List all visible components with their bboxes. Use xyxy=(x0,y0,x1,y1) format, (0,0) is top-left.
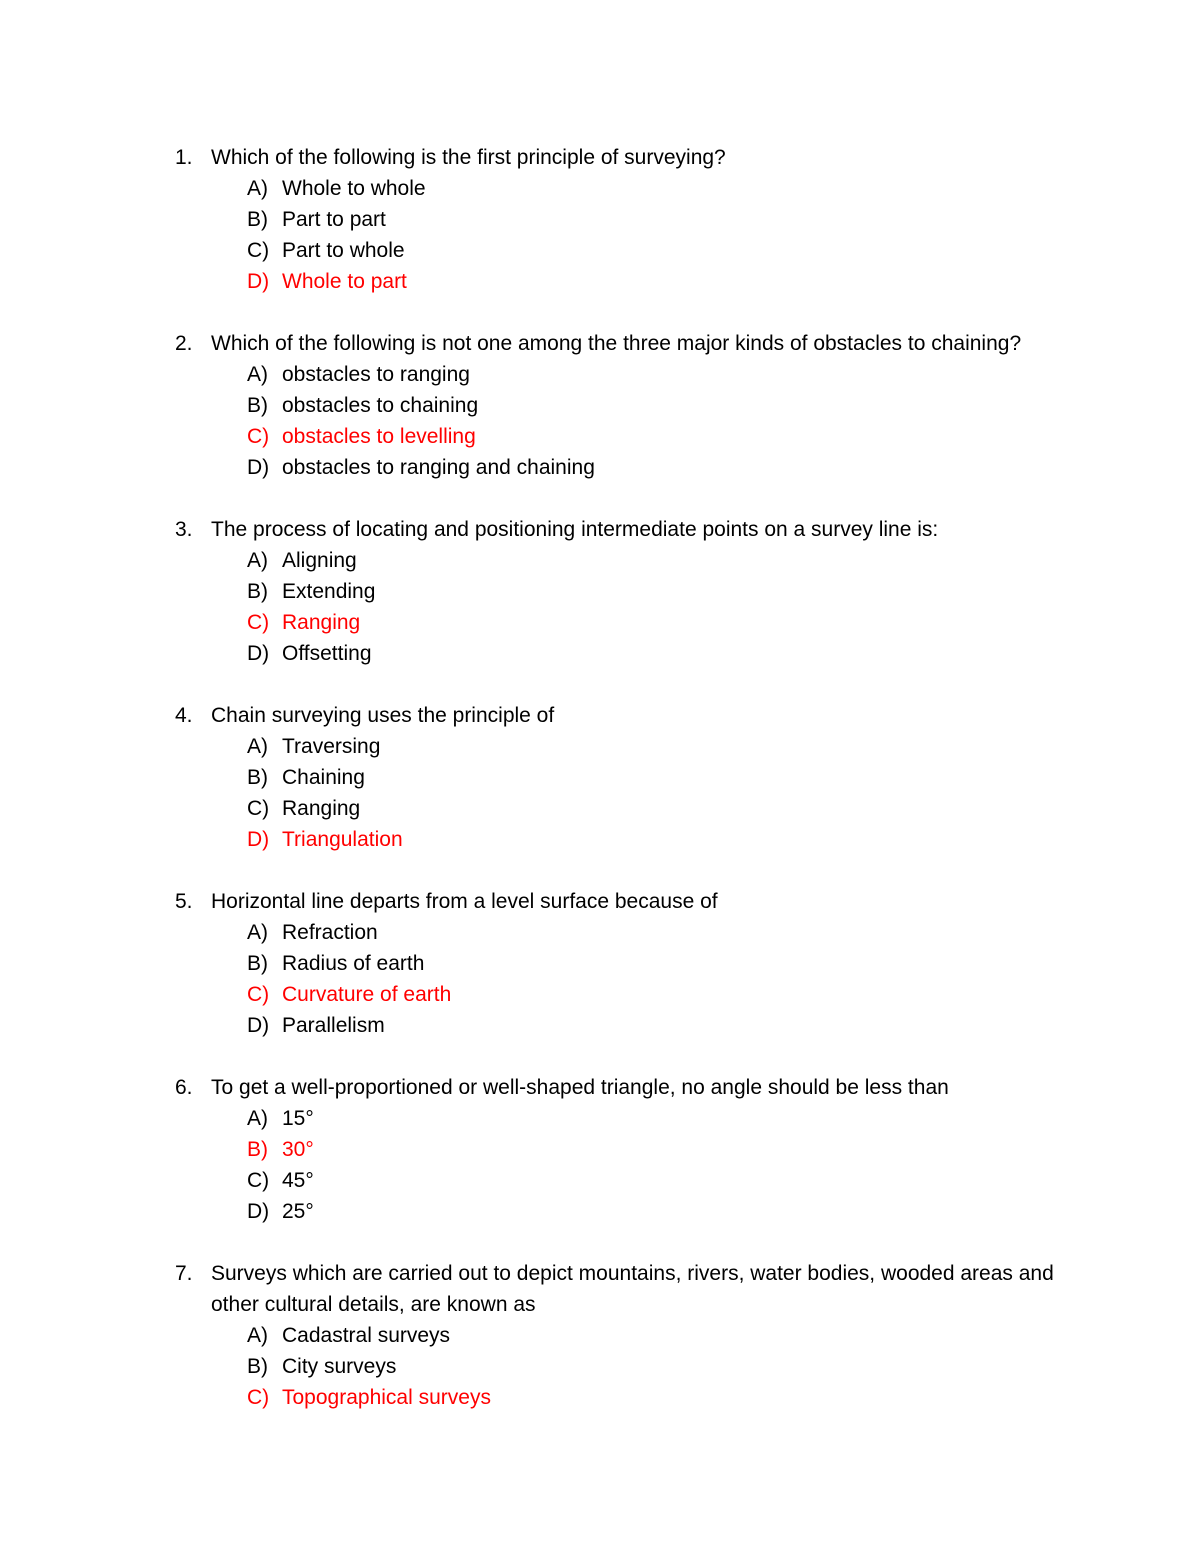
option-text: Extending xyxy=(282,580,376,603)
option-text: 25° xyxy=(282,1200,314,1223)
option-text: Triangulation xyxy=(282,828,403,851)
question-stem xyxy=(175,328,1065,359)
option-letter: B) xyxy=(247,952,268,975)
question-1 xyxy=(175,142,1065,297)
option-text: Refraction xyxy=(282,921,378,944)
option-list xyxy=(175,1320,1065,1413)
question-stem xyxy=(175,1258,1065,1320)
option-letter: D) xyxy=(247,1200,270,1223)
option-c xyxy=(175,793,1065,824)
option-text: obstacles to levelling xyxy=(282,425,476,448)
question-number: 5. xyxy=(175,890,193,913)
option-text: obstacles to ranging xyxy=(282,363,470,386)
question-list xyxy=(175,142,1065,1444)
option-c xyxy=(175,1165,1065,1196)
option-letter: C) xyxy=(247,239,270,262)
option-b xyxy=(175,762,1065,793)
option-letter: A) xyxy=(247,177,268,200)
option-letter: D) xyxy=(247,270,270,293)
question-6 xyxy=(175,1072,1065,1227)
option-text: Ranging xyxy=(282,611,361,634)
option-d xyxy=(175,1196,1065,1227)
question-7 xyxy=(175,1258,1065,1413)
option-list xyxy=(175,731,1065,855)
option-letter: A) xyxy=(247,735,268,758)
option-text: Ranging xyxy=(282,797,361,820)
option-letter: C) xyxy=(247,1169,270,1192)
question-stem xyxy=(175,1072,1065,1103)
option-text: 15° xyxy=(282,1107,314,1130)
option-letter: A) xyxy=(247,1324,268,1347)
question-text: Chain surveying uses the principle of xyxy=(211,704,555,727)
option-text: 45° xyxy=(282,1169,314,1192)
option-b xyxy=(175,204,1065,235)
question-text: To get a well-proportioned or well-shaped triangle, no angle should be less than xyxy=(211,1076,949,1099)
option-c xyxy=(175,421,1065,452)
question-number: 4. xyxy=(175,704,193,727)
question-number: 6. xyxy=(175,1076,193,1099)
option-text: obstacles to chaining xyxy=(282,394,479,417)
option-text: Offsetting xyxy=(282,642,372,665)
option-c xyxy=(175,607,1065,638)
question-number: 2. xyxy=(175,332,193,355)
option-text: obstacles to ranging and chaining xyxy=(282,456,595,479)
option-list xyxy=(175,173,1065,297)
option-letter: B) xyxy=(247,1138,268,1161)
option-text: Aligning xyxy=(282,549,357,572)
option-d xyxy=(175,1010,1065,1041)
option-letter: B) xyxy=(247,208,268,231)
option-list xyxy=(175,359,1065,483)
question-stem xyxy=(175,886,1065,917)
option-d xyxy=(175,452,1065,483)
option-text: Chaining xyxy=(282,766,365,789)
option-letter: D) xyxy=(247,642,270,665)
option-text: Part to part xyxy=(282,208,386,231)
option-list xyxy=(175,917,1065,1041)
option-c xyxy=(175,979,1065,1010)
option-letter: B) xyxy=(247,766,268,789)
option-letter: C) xyxy=(247,1386,270,1409)
option-text: City surveys xyxy=(282,1355,397,1378)
option-b xyxy=(175,390,1065,421)
option-letter: B) xyxy=(247,1355,268,1378)
option-text: 30° xyxy=(282,1138,314,1161)
option-letter: A) xyxy=(247,549,268,572)
option-d xyxy=(175,638,1065,669)
option-letter: B) xyxy=(247,394,268,417)
question-stem xyxy=(175,514,1065,545)
option-text: Parallelism xyxy=(282,1014,385,1037)
question-3 xyxy=(175,514,1065,669)
question-5 xyxy=(175,886,1065,1041)
option-letter: C) xyxy=(247,983,270,1006)
option-letter: A) xyxy=(247,1107,268,1130)
option-text: Whole to whole xyxy=(282,177,426,200)
option-letter: C) xyxy=(247,425,270,448)
option-a xyxy=(175,1320,1065,1351)
question-text: Surveys which are carried out to depict mountains, rivers, water bodies, wooded areas and other cultural details, are known as xyxy=(211,1262,1054,1316)
option-b xyxy=(175,576,1065,607)
option-letter: A) xyxy=(247,921,268,944)
option-letter: C) xyxy=(247,797,270,820)
option-letter: D) xyxy=(247,1014,270,1037)
question-4 xyxy=(175,700,1065,855)
option-letter: D) xyxy=(247,828,270,851)
question-number: 7. xyxy=(175,1262,193,1285)
option-text: Cadastral surveys xyxy=(282,1324,451,1347)
option-a xyxy=(175,173,1065,204)
option-text: Traversing xyxy=(282,735,381,758)
option-letter: A) xyxy=(247,363,268,386)
question-text: Which of the following is the first principle of surveying? xyxy=(211,146,726,169)
option-text: Curvature of earth xyxy=(282,983,452,1006)
option-text: Part to whole xyxy=(282,239,405,262)
question-text: The process of locating and positioning intermediate points on a survey line is: xyxy=(211,518,939,541)
option-list xyxy=(175,545,1065,669)
option-a xyxy=(175,1103,1065,1134)
option-a xyxy=(175,731,1065,762)
option-letter: C) xyxy=(247,611,270,634)
question-stem xyxy=(175,142,1065,173)
option-b xyxy=(175,1351,1065,1382)
option-d xyxy=(175,824,1065,855)
option-b xyxy=(175,1134,1065,1165)
option-letter: B) xyxy=(247,580,268,603)
option-a xyxy=(175,917,1065,948)
option-a xyxy=(175,359,1065,390)
option-letter: D) xyxy=(247,456,270,479)
option-d xyxy=(175,266,1065,297)
option-b xyxy=(175,948,1065,979)
option-text: Topographical surveys xyxy=(282,1386,491,1409)
question-2 xyxy=(175,328,1065,483)
question-number: 3. xyxy=(175,518,193,541)
option-a xyxy=(175,545,1065,576)
option-c xyxy=(175,1382,1065,1413)
option-list xyxy=(175,1103,1065,1227)
option-c xyxy=(175,235,1065,266)
option-text: Radius of earth xyxy=(282,952,425,975)
question-text: Which of the following is not one among the three major kinds of obstacles to chaining? xyxy=(211,332,1022,355)
question-stem xyxy=(175,700,1065,731)
question-text: Horizontal line departs from a level surface because of xyxy=(211,890,718,913)
question-number: 1. xyxy=(175,146,193,169)
option-text: Whole to part xyxy=(282,270,407,293)
